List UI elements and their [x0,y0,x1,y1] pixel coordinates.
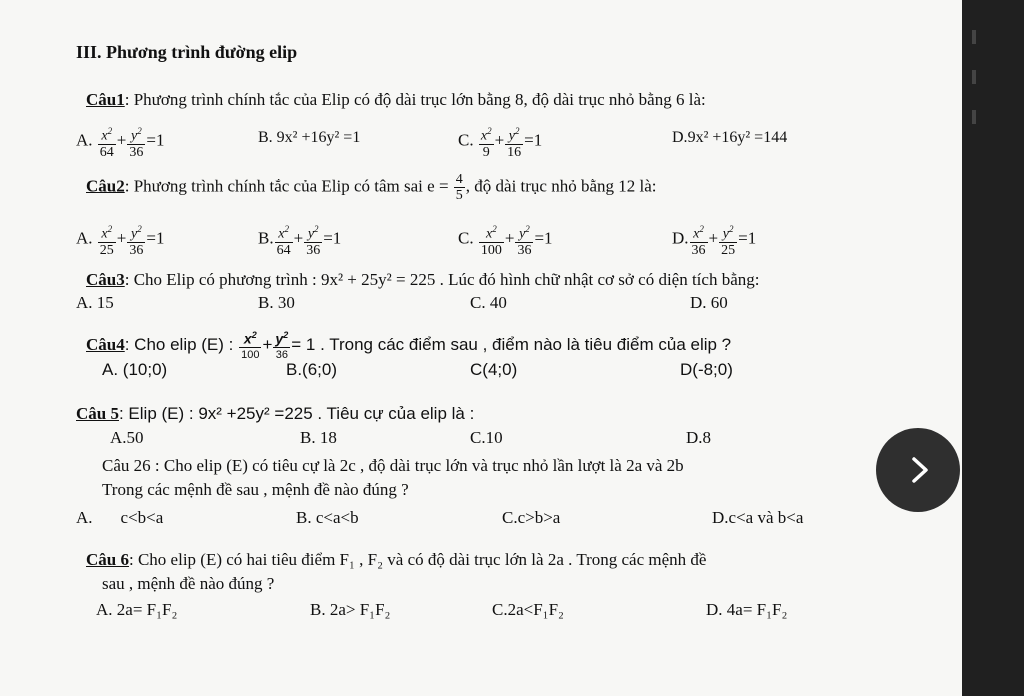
q1-option-c: C. $\frac{x^2}{9}$ + $\frac{y^2}{16}$ =1 [458,126,543,160]
q1-option-d: D.9x² +16y² =144 [672,129,788,146]
q4-option-a: A. (10;0) [102,360,168,379]
q4-option-d: D(-8;0) [680,360,733,379]
question-2: Câu2: Phương trình chính tắc của Elip có tâm sai e = $\frac{4}{5}$ , độ dài trục nhỏ bằng 12 là: [86,172,657,203]
q4-option-b: B.(6;0) [286,360,338,379]
q2-option-a: A. $\frac{x^2}{25}$ + $\frac{y^2}{36}$ =1 [76,224,165,258]
q26-option-d: D.c<a và b<a [712,508,804,527]
q3-option-d: D. 60 [690,293,728,312]
question-26-line-2: Trong các mệnh đề sau , mệnh đề nào đúng ? [102,480,409,499]
q2-option-c: C. $\frac{x^2}{100}$ + $\frac{y^2}{36}$ =1 [458,224,553,258]
q6-option-c: C.2a<F₁F₂ [492,600,564,619]
q5-option-a: A.50 [110,428,144,447]
question-5: Câu 5: Elip (E) : 9x² +25y² =225 . Tiêu cự của elip là : [76,404,475,423]
q5-option-c: C.10 [470,428,503,447]
q5-option-d: D.8 [686,428,712,447]
question-3: Câu3: Cho Elip có phương trình : 9x² + 25y² = 225 . Lúc đó hình chữ nhật cơ sở có diện tích bằng: [86,270,760,289]
q6-option-b: B. 2a> F₁F₂ [310,600,391,619]
chevron-right-icon [906,454,934,486]
q3-option-b: B. 30 [258,293,295,312]
strip-mark [972,70,976,84]
q26-option-b: B. c<a<b [296,508,359,527]
question-6-line-2: sau , mệnh đề nào đúng ? [102,574,275,593]
side-strip [962,0,1024,696]
q6-option-a: A. 2a= F₁F₂ [96,600,178,619]
q4-option-c: C(4;0) [470,360,518,379]
q26-option-c: C.c>b>a [502,508,561,527]
question-1: Câu1: Phương trình chính tắc của Elip có độ dài trục lớn bằng 8, độ dài trục nhỏ bằng 6 là: [86,90,706,109]
section-heading: III. Phương trình đường elip [76,42,298,62]
q5-option-b: B. 18 [300,428,337,447]
question-4: Câu4: Cho elip (E) : $\frac{x^2}{100}$ + $\frac{y^2}{36}$ = 1 . Trong các điểm sau , điểm nào là tiêu điểm của elip ? [86,330,732,361]
q3-option-c: C. 40 [470,293,507,312]
q26-option-a: A. c<b<a [76,508,164,527]
strip-mark [972,110,976,124]
q1-option-a: A. $\frac{x^2}{64}$ + $\frac{y^2}{36}$ =1 [76,126,165,160]
strip-mark [972,30,976,44]
q1-option-b: B. 9x² +16y² =1 [258,129,361,146]
q3-option-a: A. 15 [76,293,114,312]
q2-option-b: B. $\frac{x^2}{64}$ + $\frac{y^2}{36}$ =1 [258,224,342,258]
question-6: Câu 6: Cho elip (E) có hai tiêu điểm F₁ , F₂ và có độ dài trục lớn là 2a . Trong các mệnh đề [86,550,707,569]
q6-option-d: D. 4a= F₁F₂ [706,600,788,619]
question-26: Câu 26 : Cho elip (E) có tiêu cự là 2c , độ dài trục lớn và trục nhỏ lần lượt là 2a và 2b [102,456,684,475]
next-button[interactable] [876,428,960,512]
q2-option-d: D. $\frac{x^2}{36}$ + $\frac{y^2}{25}$ =1 [672,224,757,258]
